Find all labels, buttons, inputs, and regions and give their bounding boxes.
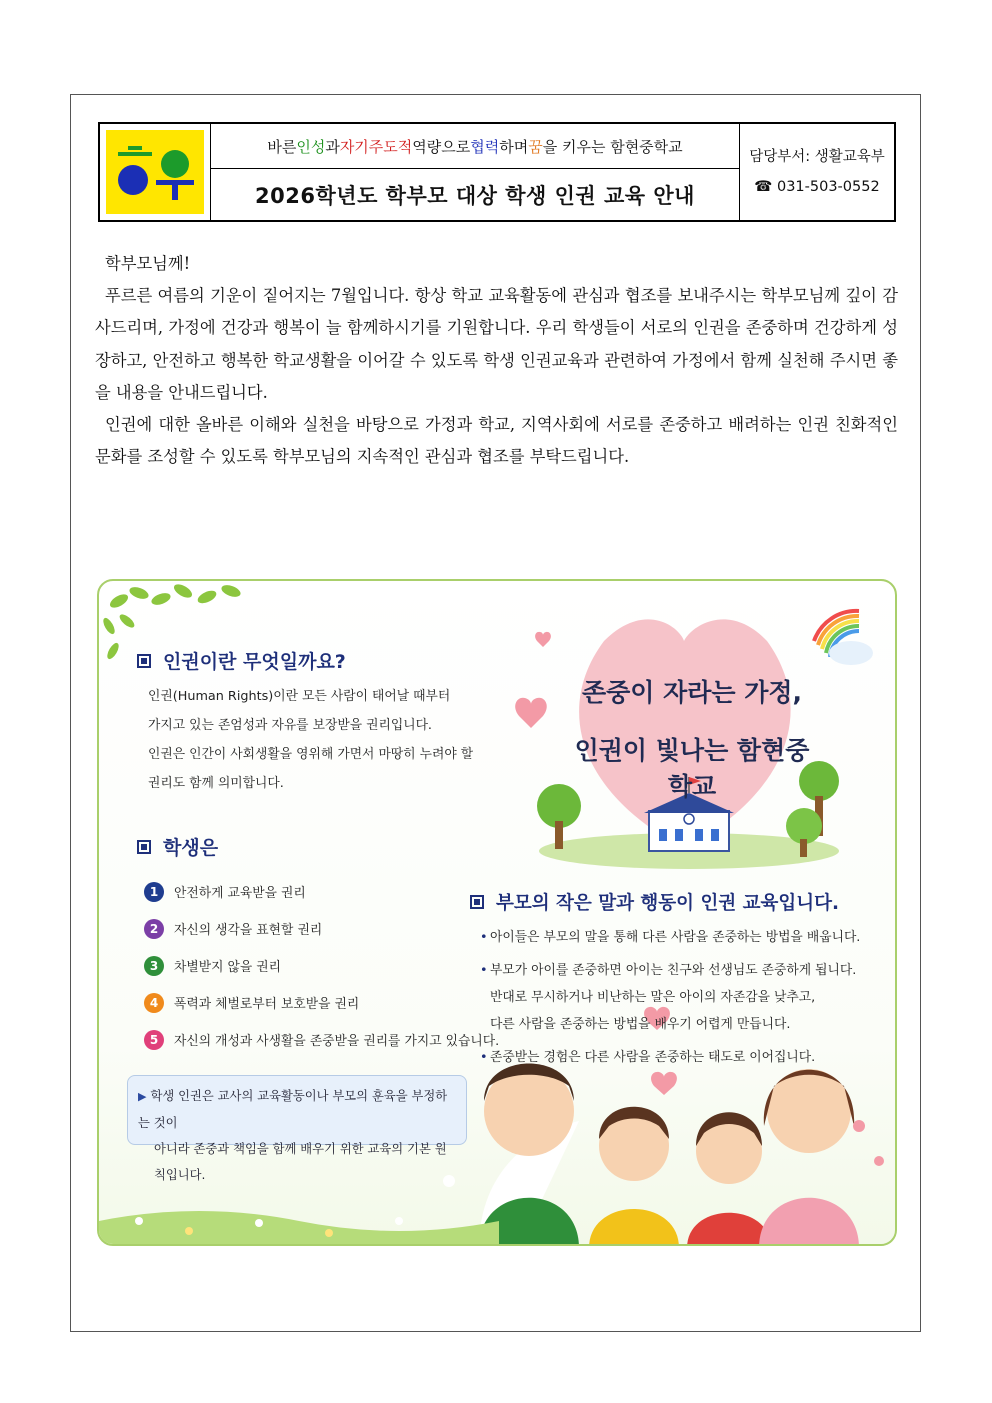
rights-poster bbox=[97, 579, 897, 1246]
department-label: 담당부서: 생활교육부 bbox=[749, 149, 885, 165]
parent-tips-list bbox=[480, 924, 880, 1071]
rights-definition bbox=[148, 682, 488, 798]
letter-paragraph: 푸르른 여름의 기운이 짙어지는 7월입니다. 항상 학교 교육활동에 관심과 협조를 보내주시는 학부모님께 깊이 감사드리며, 가정에 건강과 행복이 늘 함께하시기를 기원합니다. 우리 학생들이 서로의 인권을 존중하며 건강하게 성장하고, 안전하고 행복한 학교생활을 이어갈 수 있도록 학생 인권교육과 관련하여 가정에서 함께 실천해 주시면 좋을 내용을 안내드립니다. bbox=[95, 286, 898, 402]
slogan-text: 과 bbox=[325, 137, 340, 156]
slogan-text: 을 키우는 함현중학교 bbox=[542, 137, 683, 156]
heading-text: 부모의 작은 말과 행동이 인권 교육입니다. bbox=[496, 893, 840, 914]
tip-line: 반대로 무시하거나 비난하는 말은 아이의 자존감을 낮추고, bbox=[490, 990, 816, 1005]
phone-line bbox=[754, 172, 879, 202]
number-badge: 5 bbox=[144, 1030, 164, 1050]
list-item bbox=[144, 910, 499, 947]
school-slogan bbox=[211, 124, 739, 169]
square-bullet-icon bbox=[137, 840, 151, 854]
letter-greeting: 학부모님께! bbox=[105, 254, 191, 273]
right-text: 안전하게 교육받을 권리 bbox=[174, 886, 306, 901]
heading-text: 인권이란 무엇일까요? bbox=[163, 651, 346, 673]
definition-line: 권리도 함께 의미합니다. bbox=[148, 776, 284, 791]
slogan-text: 하며 bbox=[499, 137, 529, 156]
definition-line: 인권(Human Rights)이란 모든 사람이 태어날 때부터 bbox=[148, 689, 451, 704]
number-badge: 3 bbox=[144, 956, 164, 976]
phone-number: 031-503-0552 bbox=[776, 179, 880, 195]
right-text: 차별받지 않을 권리 bbox=[174, 960, 282, 975]
list-item bbox=[144, 947, 499, 984]
note-line: 아니라 존중과 책임을 함께 배우기 위한 교육의 기본 원칙입니다. bbox=[154, 1142, 447, 1182]
phone-icon: ☎ bbox=[754, 179, 773, 195]
slogan-highlight: 협력 bbox=[470, 137, 500, 156]
right-text: 자신의 개성과 사생활을 존중받을 권리를 가지고 있습니다. bbox=[174, 1034, 500, 1049]
right-text: 폭력과 체벌로부터 보호받을 권리 bbox=[174, 997, 360, 1012]
student-rights-list bbox=[144, 873, 499, 1058]
heart-slogan-line1: 존중이 자라는 가정, bbox=[581, 678, 803, 707]
triangle-right-icon: ▶ bbox=[138, 1090, 147, 1103]
section-students-heading bbox=[137, 833, 218, 860]
header-middle bbox=[211, 124, 740, 220]
note-line: 학생 인권은 교사의 교육활동이나 부모의 훈육을 부정하는 것이 bbox=[138, 1089, 448, 1130]
student-rights-note bbox=[127, 1075, 467, 1182]
number-badge: 4 bbox=[144, 993, 164, 1013]
heading-text: 학생은 bbox=[163, 837, 219, 859]
slogan-text: 바른 bbox=[267, 137, 297, 156]
heart-slogan-line2: 인권이 빛나는 함현중학교 bbox=[574, 736, 810, 801]
number-badge: 2 bbox=[144, 919, 164, 939]
square-bullet-icon bbox=[470, 895, 484, 909]
tip-line: 다른 사람을 존중하는 방법을 배우기 어렵게 만듭니다. bbox=[490, 1017, 791, 1032]
slogan-highlight: 인성 bbox=[296, 137, 326, 156]
square-bullet-icon bbox=[137, 654, 151, 668]
list-item bbox=[480, 957, 880, 1038]
list-item: • 아이들은 부모의 말을 통해 다른 사람을 존중하는 방법을 배웁니다. bbox=[480, 924, 880, 951]
slogan-highlight: 꿈 bbox=[528, 137, 543, 156]
list-item bbox=[144, 873, 499, 910]
slogan-highlight: 자기주도적 bbox=[339, 137, 413, 156]
department-cell bbox=[740, 124, 894, 220]
slogan-text: 역량으로 bbox=[412, 137, 471, 156]
number-badge: 1 bbox=[144, 882, 164, 902]
list-item bbox=[144, 984, 499, 1021]
logo-cell bbox=[100, 124, 211, 220]
school-logo-icon bbox=[100, 124, 210, 220]
letter-body bbox=[95, 248, 898, 473]
list-item: • 존중받는 경험은 다른 사람을 존중하는 태도로 이어집니다. bbox=[480, 1044, 880, 1071]
right-text: 자신의 생각을 표현할 권리 bbox=[174, 923, 323, 938]
section-parents-heading bbox=[470, 889, 839, 915]
document-title: 2026학년도 학부모 대상 학생 인권 교육 안내 bbox=[255, 183, 695, 208]
letter-paragraph: 인권에 대한 올바른 이해와 실천을 바탕으로 가정과 학교, 지역사회에 서로를 존중하고 배려하는 인권 친화적인 문화를 조성할 수 있도록 학부모님의 지속적인 관심과 협조를 부탁드립니다. bbox=[95, 415, 898, 467]
definition-line: 가지고 있는 존엄성과 자유를 보장받을 권리입니다. bbox=[148, 718, 433, 733]
header-table bbox=[98, 122, 896, 222]
list-item bbox=[144, 1021, 499, 1058]
definition-line: 인권은 인간이 사회생활을 영위해 가면서 마땅히 누려야 할 bbox=[148, 747, 474, 762]
tip-line: • 부모가 아이를 존중하면 아이는 친구와 선생님도 존중하게 됩니다. bbox=[490, 963, 857, 978]
section-what-is-rights-heading bbox=[137, 647, 346, 674]
family-illustration bbox=[479, 1064, 859, 1247]
